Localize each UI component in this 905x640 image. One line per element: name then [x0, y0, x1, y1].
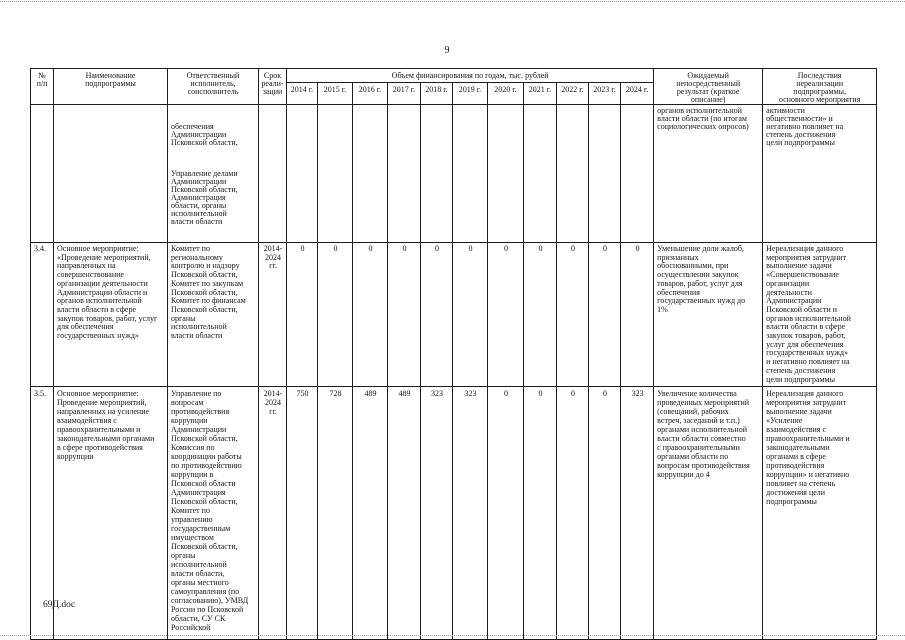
table-row-continuation — [31, 105, 877, 243]
table-header — [31, 69, 877, 105]
row-funding-2014 — [287, 105, 318, 243]
row-funding-2018 — [421, 105, 453, 243]
row-responsible: Управление по вопросам противодействия коррупции Администрации Псковской области, Комиссия по координации работы по противодействию коррупции в Псковской области Администрация Псковской области, Комитет по управлению государственным имуществом Псковской области, органы исполнительной власти области, органы местного самоуправления (по согласованию), УМВД России по Псковской области, СУ СК Российской — [168, 387, 259, 640]
row-funding-2015: 728 — [318, 387, 353, 640]
header-responsible: Ответственный исполнитель, соисполнитель — [168, 69, 259, 105]
header-year-2019: 2019 г. — [453, 83, 488, 105]
row-activity-name — [54, 105, 168, 243]
header-year-2017: 2017 г. — [388, 83, 421, 105]
row-funding-2019 — [453, 105, 488, 243]
row-expected-result: Уменьшение доли жалоб, признанных обоснованными, при осуществлении закупок товаров, работ, услуг для обеспечения государственных нужд до 1% — [654, 243, 763, 387]
row-funding-2021: 0 — [524, 243, 557, 387]
row-funding-2016: 489 — [353, 387, 388, 640]
row-funding-2024: 323 — [621, 387, 654, 640]
row-funding-2021 — [524, 105, 557, 243]
row-funding-2024: 0 — [621, 243, 654, 387]
header-name: Наименование подпрограммы — [54, 69, 168, 105]
row-funding-2020: 0 — [488, 387, 524, 640]
row-funding-2019: 0 — [453, 243, 488, 387]
row-term: 2014- 2024 гг. — [259, 387, 287, 640]
row-responsible — [168, 105, 259, 243]
row-activity-name: Основное мероприятие: Проведение мероприятий, направленных на усиление взаимодействия с правоохранительными и законодательными органами в сфере противодействия коррупции — [54, 387, 168, 640]
row-funding-2022: 0 — [557, 387, 589, 640]
row-funding-2020 — [488, 105, 524, 243]
row-funding-2018: 323 — [421, 387, 453, 640]
row-funding-2016: 0 — [353, 243, 388, 387]
footer-filename: 69Д.doc — [43, 600, 76, 610]
header-year-2014: 2014 г. — [287, 83, 318, 105]
row-funding-2017 — [388, 105, 421, 243]
row-funding-2014: 750 — [287, 387, 318, 640]
row-funding-2017: 0 — [388, 243, 421, 387]
header-consequences: Последствия нереализации подпрограммы, основного мероприятия — [763, 69, 877, 105]
header-year-2021: 2021 г. — [524, 83, 557, 105]
row-funding-2024 — [621, 105, 654, 243]
header-year-2020: 2020 г. — [488, 83, 524, 105]
table-row — [31, 243, 877, 387]
row-activity-name: Основное мероприятие: «Проведение мероприятий, направленных на совершенствование организации деятельности Администрации области и органов исполнительной власти области в сфере закупок товаров, работ, услуг для обеспечения государственных нужд» — [54, 243, 168, 387]
row-term: 2014- 2024 гг. — [259, 243, 287, 387]
row-expected-result: органов исполнительной власти области (по итогам социологических опросов) — [654, 105, 763, 243]
row-funding-2019: 323 — [453, 387, 488, 640]
row-funding-2023 — [589, 105, 621, 243]
row-number: 3.4. — [31, 243, 54, 387]
header-year-2024: 2024 г. — [621, 83, 654, 105]
responsible-text: Управление делами Администрации Псковской области, Администрация области, органы исполнительной власти области — [171, 169, 238, 226]
row-expected-result: Увеличение количества проведенных мероприятий (совещаний, рабочих встреч, заседаний и т.п.) органами исполнительной власти области совместно с правоохранительными органами области по вопросам противодействия коррупции до 4 — [654, 387, 763, 640]
row-term — [259, 105, 287, 243]
row-funding-2016 — [353, 105, 388, 243]
header-year-2018: 2018 г. — [421, 83, 453, 105]
row-funding-2015 — [318, 105, 353, 243]
row-funding-2023: 0 — [589, 243, 621, 387]
scan-edge-top — [0, 1, 905, 2]
row-consequences: активности общественности» и негативно повлияет на степень достижения цели подпрограммы — [763, 105, 877, 243]
table-row — [31, 387, 877, 640]
row-funding-2015: 0 — [318, 243, 353, 387]
row-number: 3.5. — [31, 387, 54, 640]
page-number: 9 — [444, 45, 450, 56]
table-body — [31, 105, 877, 640]
row-funding-2021: 0 — [524, 387, 557, 640]
header-expected-result: Ожидаемый непосредственный результат (краткое описание) — [654, 69, 763, 105]
row-responsible: Комитет по региональному контролю и надзору Псковской области, Комитет по закупкам Псковской области, Комитет по финансам Псковской области, органы исполнительной власти области — [168, 243, 259, 387]
header-term: Срок реали- зации — [259, 69, 287, 105]
header-year-2023: 2023 г. — [589, 83, 621, 105]
scan-edge-bottom — [0, 635, 905, 636]
row-funding-2017: 489 — [388, 387, 421, 640]
row-number — [31, 105, 54, 243]
row-funding-2014: 0 — [287, 243, 318, 387]
row-funding-2020: 0 — [488, 243, 524, 387]
header-row — [31, 69, 877, 83]
row-funding-2018: 0 — [421, 243, 453, 387]
program-table — [30, 68, 877, 640]
responsible-text: обеспечения Администрации Псковской области, — [171, 122, 238, 147]
row-funding-2022: 0 — [557, 243, 589, 387]
header-funding: Объем финансирования по годам, тыс. рублей — [287, 69, 654, 83]
row-funding-2022 — [557, 105, 589, 243]
row-consequences: Нереализация данного мероприятия затруднит выполнение задачи «Усиление взаимодействия с правоохранительными и законодательными органами в сфере противодействия коррупции» и негативно повлияет на степень достижения цели подпрограммы — [763, 387, 877, 640]
row-funding-2023: 0 — [589, 387, 621, 640]
header-year-2015: 2015 г. — [318, 83, 353, 105]
row-consequences: Нереализация данного мероприятия затруднит выполнение задачи «Совершенствование организации деятельности Администрации Псковской области и органов исполнительной власти области в сфере закупок товаров, работ, услуг для обеспечения государственных нужд» и негативно повлияет на степень достижения цели подпрограммы — [763, 243, 877, 387]
header-num: № п/п — [31, 69, 54, 105]
header-year-2022: 2022 г. — [557, 83, 589, 105]
header-year-2016: 2016 г. — [353, 83, 388, 105]
